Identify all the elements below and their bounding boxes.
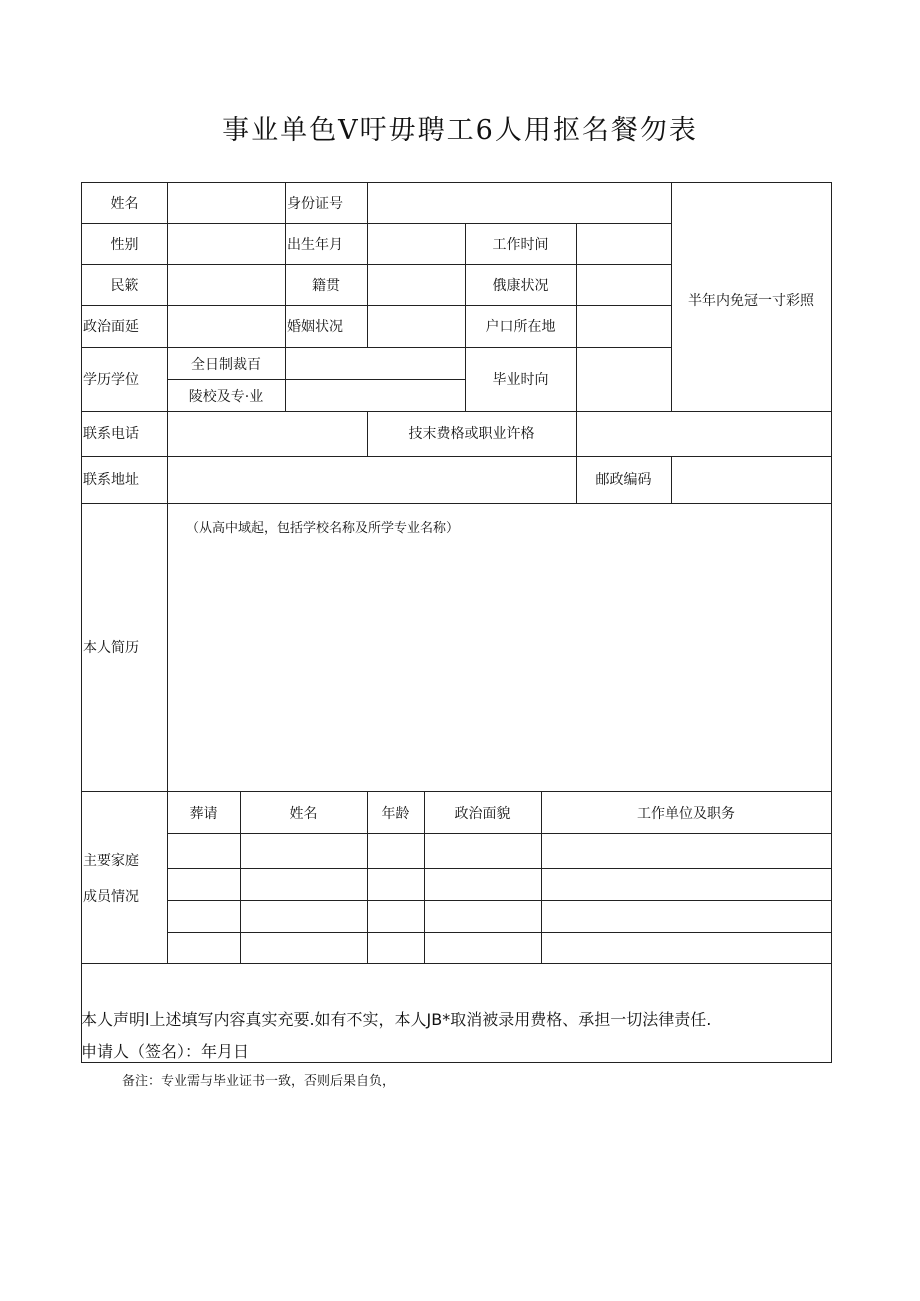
native-place-label: 籍贯 (312, 278, 340, 294)
family-header-political: 政治面貌 (454, 806, 511, 822)
col-line (167, 411, 168, 456)
address-label: 联系地址 (83, 472, 139, 488)
gender-label: 性别 (110, 237, 139, 253)
school-major-label: 陵校及专·业 (188, 389, 264, 405)
family-header-work: 工作单位及职务 (637, 806, 735, 822)
family-label-line2: 成员情况 (83, 889, 139, 905)
row-line (167, 379, 465, 380)
row-line (167, 868, 831, 869)
family-header-age: 年龄 (381, 806, 410, 822)
footnote: 备注：专业需与毕业证书一致，否则后果自负， (122, 1074, 396, 1089)
row-line (167, 833, 831, 834)
family-label-line1: 主要家庭 (83, 853, 139, 869)
col-line (285, 347, 286, 411)
col-line (167, 183, 168, 411)
row-line (167, 900, 831, 901)
declaration-statement: 本人声明l上述填写内容真实充要.如有不实，本人JB*取消被录用费格、承担一切法律责任. (81, 1010, 712, 1029)
form-title: 事业单色V吁毋聘工6人用抠名餐勿表 (222, 115, 698, 146)
row-line (82, 963, 831, 964)
col-line (671, 456, 672, 503)
family-header-relation: 葬请 (189, 806, 218, 822)
row-line (82, 347, 671, 348)
political-label: 政治面延 (83, 319, 139, 335)
hukou-label: 户口所在地 (485, 319, 556, 335)
phone-label: 联系电话 (83, 426, 139, 442)
photo-placeholder: 半年内免冠一寸彩照 (688, 293, 814, 309)
row-line (82, 791, 831, 792)
id-number-label: 身份证号 (287, 196, 343, 212)
resume-label: 本人简历 (83, 640, 139, 656)
row-line (82, 264, 671, 265)
declaration-signature: 申请人（签名）：年月日 (81, 1042, 250, 1061)
graduation-time-label: 毕业时向 (492, 372, 549, 388)
resume-hint: （从高中域起，包括学校名称及所学专业名称） (186, 521, 460, 536)
registration-form (81, 182, 832, 1063)
birth-label: 出生年月 (287, 237, 343, 253)
education-label: 学历学位 (83, 372, 139, 388)
name-label: 姓名 (110, 196, 139, 212)
row-line (167, 932, 831, 933)
health-label: 俄康状况 (492, 278, 549, 294)
col-line (285, 183, 286, 347)
row-line (82, 411, 831, 412)
postcode-label: 邮政编码 (595, 472, 652, 488)
marital-label: 婚姻状况 (287, 319, 343, 335)
row-line (82, 223, 671, 224)
col-line (167, 456, 168, 963)
ethnicity-label: 民簌 (110, 278, 139, 294)
row-line (82, 503, 831, 504)
row-line (82, 456, 831, 457)
col-line (367, 183, 368, 347)
row-line (82, 305, 671, 306)
family-header-name: 姓名 (289, 806, 318, 822)
col-line (576, 411, 577, 456)
col-line (576, 223, 577, 411)
full-time-label: 全日制裁百 (191, 357, 261, 373)
work-time-label: 工作时间 (492, 237, 549, 253)
qualification-label: 技末费格或职业许格 (408, 426, 535, 442)
